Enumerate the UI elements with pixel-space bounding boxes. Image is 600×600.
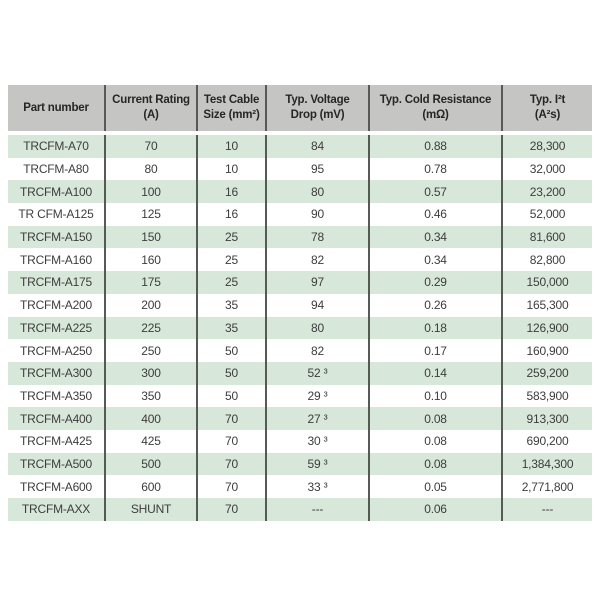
cable-size-cell: 70 [197, 430, 266, 453]
column-header-line2: (A) [143, 109, 159, 121]
part-number-cell: TRCFM-A150 [8, 226, 105, 249]
i2t-cell: 2,771,800 [502, 475, 592, 498]
voltage-drop-cell: 80 [266, 317, 369, 340]
column-header-line2: Drop (mV) [290, 109, 345, 121]
cold-resistance-cell: 0.26 [369, 294, 502, 317]
voltage-drop-cell: 30 ³ [266, 430, 369, 453]
cold-resistance-cell: 0.14 [369, 362, 502, 385]
column-header-line1: Typ. Cold Resistance [379, 94, 492, 107]
current-rating-cell: 600 [105, 475, 197, 498]
current-rating-cell: 175 [105, 271, 197, 294]
table-row [8, 271, 592, 294]
cable-size-cell: 25 [197, 271, 266, 294]
part-number-cell: TRCFM-A200 [8, 294, 105, 317]
i2t-cell: 52,000 [502, 203, 592, 226]
voltage-drop-cell: 90 [266, 203, 369, 226]
cable-size-cell: 70 [197, 407, 266, 430]
part-number-cell: TRCFM-A225 [8, 317, 105, 340]
cold-resistance-cell: 0.88 [369, 133, 502, 158]
current-rating-cell: 250 [105, 339, 197, 362]
column-header-line1: Test Cable [203, 94, 260, 107]
current-rating-cell: 150 [105, 226, 197, 249]
column-header [266, 85, 369, 133]
part-number-cell: TRCFM-A500 [8, 453, 105, 476]
voltage-drop-cell: 59 ³ [266, 453, 369, 476]
cable-size-cell: 50 [197, 362, 266, 385]
column-header-line2: (A²s) [534, 109, 561, 121]
table-row [8, 226, 592, 249]
i2t-cell: 690,200 [502, 430, 592, 453]
cable-size-cell: 70 [197, 475, 266, 498]
cold-resistance-cell: 0.10 [369, 385, 502, 408]
cold-resistance-cell: 0.46 [369, 203, 502, 226]
cable-size-cell: 50 [197, 385, 266, 408]
column-header-line1: Typ. I²t [529, 94, 566, 107]
table-row [8, 430, 592, 453]
current-rating-cell: 160 [105, 248, 197, 271]
column-header-line2: (mΩ) [422, 109, 449, 121]
current-rating-cell: 300 [105, 362, 197, 385]
current-rating-cell: 400 [105, 407, 197, 430]
cable-size-cell: 70 [197, 453, 266, 476]
table-row [8, 248, 592, 271]
column-header-line1: Part number [23, 101, 89, 114]
cold-resistance-cell: 0.18 [369, 317, 502, 340]
i2t-cell: 259,200 [502, 362, 592, 385]
voltage-drop-cell: 94 [266, 294, 369, 317]
cable-size-cell: 25 [197, 248, 266, 271]
column-header-line1: Current Rating [112, 94, 190, 107]
part-number-cell: TRCFM-A300 [8, 362, 105, 385]
i2t-cell: 160,900 [502, 339, 592, 362]
voltage-drop-cell: 29 ³ [266, 385, 369, 408]
part-number-cell: TRCFM-A600 [8, 475, 105, 498]
cable-size-cell: 70 [197, 498, 266, 521]
table-row [8, 362, 592, 385]
cold-resistance-cell: 0.29 [369, 271, 502, 294]
i2t-cell: 82,800 [502, 248, 592, 271]
cable-size-cell: 10 [197, 158, 266, 181]
voltage-drop-cell: 95 [266, 158, 369, 181]
spec-table [8, 85, 592, 521]
part-number-cell: TRCFM-A400 [8, 407, 105, 430]
header-row [8, 85, 592, 133]
table-row [8, 339, 592, 362]
part-number-cell: TRCFM-A350 [8, 385, 105, 408]
i2t-cell: 1,384,300 [502, 453, 592, 476]
table-row [8, 203, 592, 226]
cold-resistance-cell: 0.78 [369, 158, 502, 181]
part-number-cell: TRCFM-AXX [8, 498, 105, 521]
voltage-drop-cell: 84 [266, 133, 369, 158]
i2t-cell: 583,900 [502, 385, 592, 408]
column-header-line1: Typ. Voltage [285, 94, 350, 107]
table-row [8, 317, 592, 340]
cable-size-cell: 35 [197, 317, 266, 340]
cable-size-cell: 16 [197, 203, 266, 226]
voltage-drop-cell: 78 [266, 226, 369, 249]
cable-size-cell: 50 [197, 339, 266, 362]
table-row [8, 180, 592, 203]
cold-resistance-cell: 0.57 [369, 180, 502, 203]
table-row [8, 498, 592, 521]
i2t-cell: 150,000 [502, 271, 592, 294]
voltage-drop-cell: 80 [266, 180, 369, 203]
table-row [8, 407, 592, 430]
part-number-cell: TRCFM-A70 [8, 133, 105, 158]
table-row [8, 475, 592, 498]
i2t-cell: 32,000 [502, 158, 592, 181]
voltage-drop-cell: 82 [266, 248, 369, 271]
part-number-cell: TRCFM-A425 [8, 430, 105, 453]
cold-resistance-cell: 0.08 [369, 430, 502, 453]
table-row [8, 385, 592, 408]
i2t-cell: 28,300 [502, 133, 592, 158]
cold-resistance-cell: 0.34 [369, 226, 502, 249]
part-number-cell: TRCFM-A175 [8, 271, 105, 294]
cable-size-cell: 16 [197, 180, 266, 203]
cold-resistance-cell: 0.17 [369, 339, 502, 362]
column-header [197, 85, 266, 133]
current-rating-cell: 500 [105, 453, 197, 476]
voltage-drop-cell: 82 [266, 339, 369, 362]
part-number-cell: TRCFM-A160 [8, 248, 105, 271]
cable-size-cell: 10 [197, 133, 266, 158]
table-row [8, 158, 592, 181]
voltage-drop-cell: 97 [266, 271, 369, 294]
current-rating-cell: 80 [105, 158, 197, 181]
part-number-cell: TR CFM-A125 [8, 203, 105, 226]
cable-size-cell: 35 [197, 294, 266, 317]
column-header [8, 85, 105, 133]
part-number-cell: TRCFM-A80 [8, 158, 105, 181]
i2t-cell: 23,200 [502, 180, 592, 203]
cold-resistance-cell: 0.34 [369, 248, 502, 271]
current-rating-cell: 350 [105, 385, 197, 408]
current-rating-cell: 425 [105, 430, 197, 453]
part-number-cell: TRCFM-A250 [8, 339, 105, 362]
column-header [369, 85, 502, 133]
i2t-cell: 913,300 [502, 407, 592, 430]
current-rating-cell: 100 [105, 180, 197, 203]
current-rating-cell: 70 [105, 133, 197, 158]
cable-size-cell: 25 [197, 226, 266, 249]
voltage-drop-cell: 27 ³ [266, 407, 369, 430]
spec-table-header [8, 85, 592, 133]
part-number-cell: TRCFM-A100 [8, 180, 105, 203]
column-header-line2: Size (mm²) [203, 109, 260, 121]
current-rating-cell: 125 [105, 203, 197, 226]
column-header [105, 85, 197, 133]
column-header [502, 85, 592, 133]
voltage-drop-cell: --- [266, 498, 369, 521]
table-row [8, 294, 592, 317]
cold-resistance-cell: 0.06 [369, 498, 502, 521]
voltage-drop-cell: 52 ³ [266, 362, 369, 385]
current-rating-cell: SHUNT [105, 498, 197, 521]
i2t-cell: --- [502, 498, 592, 521]
i2t-cell: 81,600 [502, 226, 592, 249]
i2t-cell: 126,900 [502, 317, 592, 340]
table-row [8, 133, 592, 158]
i2t-cell: 165,300 [502, 294, 592, 317]
current-rating-cell: 225 [105, 317, 197, 340]
table-row [8, 453, 592, 476]
voltage-drop-cell: 33 ³ [266, 475, 369, 498]
cold-resistance-cell: 0.08 [369, 407, 502, 430]
cold-resistance-cell: 0.05 [369, 475, 502, 498]
current-rating-cell: 200 [105, 294, 197, 317]
cold-resistance-cell: 0.08 [369, 453, 502, 476]
spec-table-body [8, 133, 592, 521]
